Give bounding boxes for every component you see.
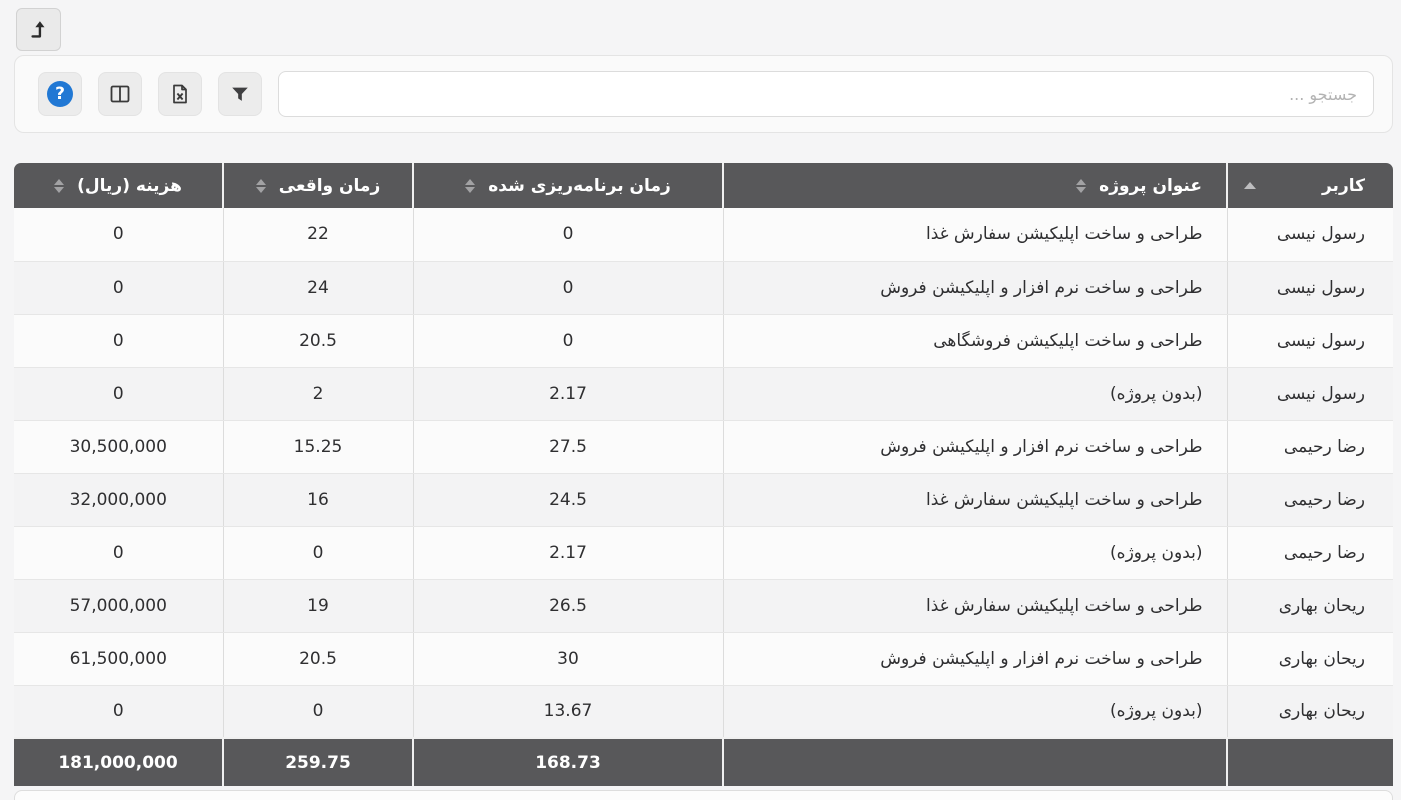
cost-cell: 0 bbox=[14, 261, 223, 314]
user-cell: ریحان بهاری bbox=[1227, 579, 1393, 632]
project-cell: طراحی و ساخت اپلیکیشن سفارش غذا bbox=[723, 579, 1227, 632]
user-cell: رسول نیسی bbox=[1227, 261, 1393, 314]
footer-actual-total: 259.75 bbox=[223, 738, 413, 786]
cost-cell: 57,000,000 bbox=[14, 579, 223, 632]
planned-time-cell: 0 bbox=[413, 261, 723, 314]
user-cell: رضا رحیمی bbox=[1227, 526, 1393, 579]
table-row bbox=[14, 261, 1393, 314]
level-up-arrow-icon bbox=[28, 19, 50, 41]
planned-time-cell: 2.17 bbox=[413, 526, 723, 579]
table-header-row bbox=[14, 163, 1393, 208]
excel-file-icon bbox=[168, 82, 192, 106]
planned-time-cell: 0 bbox=[413, 208, 723, 261]
sort-both-icon bbox=[465, 179, 475, 193]
table-row bbox=[14, 473, 1393, 526]
cost-cell: 0 bbox=[14, 208, 223, 261]
cost-cell: 0 bbox=[14, 685, 223, 738]
table-row bbox=[14, 367, 1393, 420]
planned-time-cell: 26.5 bbox=[413, 579, 723, 632]
footer-user-cell bbox=[1227, 738, 1393, 786]
column-label: کاربر bbox=[1321, 175, 1365, 196]
actual-time-cell: 20.5 bbox=[223, 632, 413, 685]
project-cell: (بدون پروژه) bbox=[723, 685, 1227, 738]
actual-time-cell: 15.25 bbox=[223, 420, 413, 473]
column-label: عنوان پروژه bbox=[1099, 175, 1202, 196]
planned-time-cell: 27.5 bbox=[413, 420, 723, 473]
project-cell: طراحی و ساخت اپلیکیشن سفارش غذا bbox=[723, 473, 1227, 526]
user-cell: رسول نیسی bbox=[1227, 208, 1393, 261]
actual-time-cell: 19 bbox=[223, 579, 413, 632]
table-row bbox=[14, 314, 1393, 367]
help-icon: ? bbox=[47, 81, 73, 107]
project-cell: (بدون پروژه) bbox=[723, 367, 1227, 420]
project-cell: طراحی و ساخت نرم افزار و اپلیکیشن فروش bbox=[723, 632, 1227, 685]
column-header-project[interactable] bbox=[723, 163, 1227, 208]
table-row bbox=[14, 579, 1393, 632]
project-cell: طراحی و ساخت نرم افزار و اپلیکیشن فروش bbox=[723, 261, 1227, 314]
project-cell: طراحی و ساخت نرم افزار و اپلیکیشن فروش bbox=[723, 420, 1227, 473]
column-header-user[interactable] bbox=[1227, 163, 1393, 208]
user-cell: رضا رحیمی bbox=[1227, 420, 1393, 473]
planned-time-cell: 30 bbox=[413, 632, 723, 685]
table-row bbox=[14, 208, 1393, 261]
user-cell: رسول نیسی bbox=[1227, 367, 1393, 420]
planned-time-cell: 0 bbox=[413, 314, 723, 367]
user-cell: ریحان بهاری bbox=[1227, 685, 1393, 738]
pagination-panel-edge bbox=[14, 790, 1393, 800]
excel-export-button[interactable] bbox=[158, 72, 202, 116]
actual-time-cell: 0 bbox=[223, 526, 413, 579]
table-row bbox=[14, 632, 1393, 685]
sort-both-icon bbox=[1076, 179, 1086, 193]
planned-time-cell: 2.17 bbox=[413, 367, 723, 420]
cost-cell: 0 bbox=[14, 314, 223, 367]
filter-button[interactable] bbox=[218, 72, 262, 116]
footer-project-cell bbox=[723, 738, 1227, 786]
table-row bbox=[14, 420, 1393, 473]
project-cell: طراحی و ساخت اپلیکیشن فروشگاهی bbox=[723, 314, 1227, 367]
toolbar bbox=[14, 55, 1393, 133]
sort-asc-icon bbox=[1244, 182, 1256, 189]
user-cell: رضا رحیمی bbox=[1227, 473, 1393, 526]
sort-both-icon bbox=[256, 179, 266, 193]
search-input[interactable] bbox=[278, 71, 1374, 117]
planned-time-cell: 13.67 bbox=[413, 685, 723, 738]
table-row bbox=[14, 685, 1393, 738]
table-footer-row bbox=[14, 738, 1393, 786]
column-label: زمان واقعی bbox=[278, 175, 381, 196]
cost-cell: 0 bbox=[14, 367, 223, 420]
column-header-cost[interactable] bbox=[14, 163, 223, 208]
project-cell: طراحی و ساخت اپلیکیشن سفارش غذا bbox=[723, 208, 1227, 261]
table-row bbox=[14, 526, 1393, 579]
sort-both-icon bbox=[54, 179, 64, 193]
columns-button[interactable] bbox=[98, 72, 142, 116]
columns-icon bbox=[108, 82, 132, 106]
actual-time-cell: 0 bbox=[223, 685, 413, 738]
cost-cell: 30,500,000 bbox=[14, 420, 223, 473]
filter-icon bbox=[229, 83, 251, 105]
back-button[interactable] bbox=[16, 8, 61, 51]
user-cell: ریحان بهاری bbox=[1227, 632, 1393, 685]
cost-cell: 32,000,000 bbox=[14, 473, 223, 526]
column-header-planned-time[interactable] bbox=[413, 163, 723, 208]
column-label: زمان برنامه‌ریزی شده bbox=[488, 175, 671, 196]
footer-planned-total: 168.73 bbox=[413, 738, 723, 786]
help-button[interactable] bbox=[38, 72, 82, 116]
actual-time-cell: 22 bbox=[223, 208, 413, 261]
actual-time-cell: 16 bbox=[223, 473, 413, 526]
planned-time-cell: 24.5 bbox=[413, 473, 723, 526]
footer-cost-total: 181,000,000 bbox=[14, 738, 223, 786]
data-table bbox=[14, 163, 1393, 786]
actual-time-cell: 20.5 bbox=[223, 314, 413, 367]
actual-time-cell: 24 bbox=[223, 261, 413, 314]
user-cell: رسول نیسی bbox=[1227, 314, 1393, 367]
column-header-actual-time[interactable] bbox=[223, 163, 413, 208]
project-cell: (بدون پروژه) bbox=[723, 526, 1227, 579]
actual-time-cell: 2 bbox=[223, 367, 413, 420]
cost-cell: 61,500,000 bbox=[14, 632, 223, 685]
cost-cell: 0 bbox=[14, 526, 223, 579]
column-label: هزینه (ریال) bbox=[77, 175, 182, 196]
